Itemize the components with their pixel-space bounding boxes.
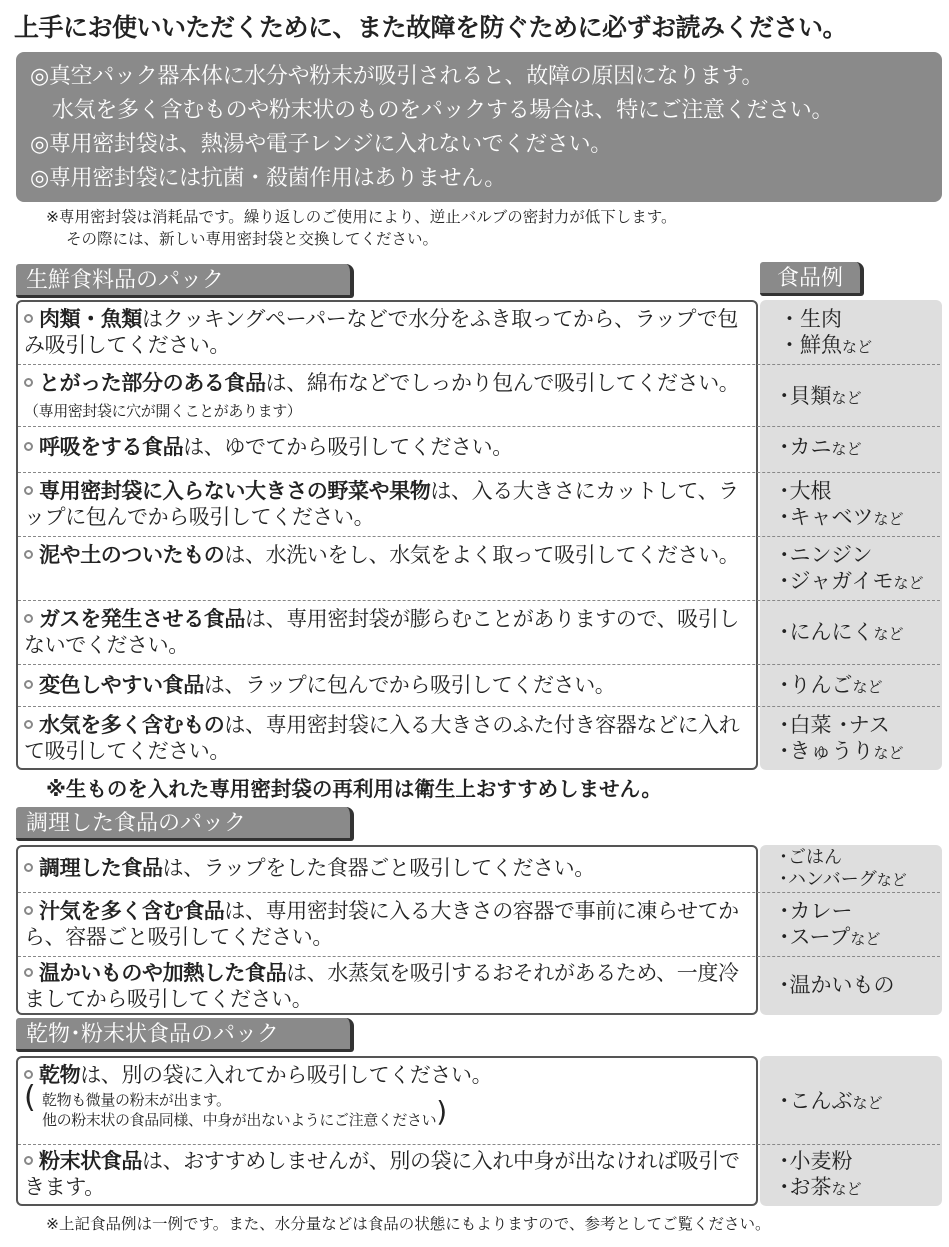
table-row (16, 538, 942, 598)
table-row (16, 474, 942, 534)
divider (18, 536, 940, 537)
item-instruction: は、入る大きさにカットして、ラップに包んでから吸引してください。 (24, 479, 739, 529)
example-item: ･カニ (779, 435, 832, 459)
item-instruction: は、水蒸気を吸引するおそれがあるため、一度冷ましてから吸引してください。 (24, 961, 739, 1011)
divider (18, 600, 940, 601)
divider (18, 664, 940, 665)
item-instruction: は、専用密封袋が膨らむことがありますので、吸引しないでください。 (24, 607, 739, 657)
item-instruction: は、ラップをした食器ごと吸引してください。 (162, 856, 595, 880)
example-item: ･ごはん (779, 847, 842, 868)
section-tab-dry: 乾物･粉末状食品のパック (16, 1018, 354, 1052)
bullet-icon (24, 442, 33, 451)
nado-suffix: など (850, 930, 881, 948)
example-item: ･お茶 (779, 1175, 832, 1199)
example-item: ･キャベツ (779, 505, 874, 529)
item-instruction: は、専用密封袋に入る大きさのふた付き容器などに入れて吸引してください。 (24, 713, 740, 763)
item-name: ガスを発生させる食品 (39, 607, 245, 631)
example-item: ･にんにく (779, 620, 874, 644)
bullet-icon (24, 550, 33, 559)
nado-suffix: など (831, 440, 862, 458)
table-row (16, 666, 942, 706)
nado-suffix: など (876, 871, 907, 889)
bullet-icon (24, 1070, 33, 1079)
examples-header: 食品例 (760, 262, 864, 296)
nado-suffix: など (873, 510, 904, 528)
item-name: 泥や土のついたもの (39, 543, 225, 567)
section-tab-fresh: 生鮮食料品のパック (16, 264, 354, 298)
item-caution: 他の粉末状の食品同様、中身が出ないようにご注意ください (42, 1111, 437, 1129)
nado-suffix: など (842, 338, 873, 356)
nado-suffix: など (831, 1180, 862, 1198)
item-name: 肉類・魚類 (39, 307, 142, 331)
table-row (16, 366, 942, 426)
item-name: とがった部分のある食品 (39, 371, 266, 395)
nado-suffix: など (873, 744, 904, 762)
divider (18, 1144, 940, 1145)
example-item: ･こんぶ (779, 1089, 853, 1113)
item-instruction: は、別の袋に入れてから吸引してください。 (80, 1063, 493, 1087)
reuse-warning: ※生ものを入れた専用密封袋の再利用は衛生上おすすめしません。 (46, 777, 662, 801)
item-name: 汁気を多く含む食品 (39, 899, 225, 923)
table-row (16, 847, 942, 891)
divider (18, 364, 940, 365)
nado-suffix: など (852, 1094, 883, 1112)
example-item: ･小麦粉 (779, 1149, 853, 1173)
bullet-icon (24, 863, 33, 872)
example-item: ･きゅうり (779, 739, 874, 763)
example-item: ・鮮魚 (779, 333, 842, 357)
nado-suffix: など (852, 678, 883, 696)
divider (18, 892, 940, 893)
bag-note (46, 206, 926, 250)
item-caution: 乾物も微量の粉末が出ます。 (42, 1091, 231, 1109)
bullet-icon (24, 906, 33, 915)
item-name: 粉末状食品 (39, 1149, 142, 1173)
example-item: ･貝類 (779, 384, 832, 408)
open-paren: ( (24, 1080, 36, 1115)
table-row (16, 428, 942, 472)
table-row (16, 958, 942, 1014)
example-item: ･大根 (779, 479, 832, 503)
warning-line: ◎専用密封袋は、熱湯や電子レンジに入れないでください。 (30, 132, 612, 157)
item-name: 専用密封袋に入らない大きさの野菜や果物 (39, 479, 431, 503)
table-row (16, 894, 942, 954)
page-title: 上手にお使いいただくために、また故障を防ぐために必ずお読みください。 (14, 13, 848, 42)
nado-suffix: など (893, 574, 924, 592)
warning-line: 水気を多く含むものや粉末状のものをパックする場合は、特にご注意ください。 (52, 98, 834, 123)
item-name: 温かいものや加熱した食品 (39, 961, 287, 985)
item-instruction: は、水洗いをし、水気をよく取って吸引してください。 (224, 543, 740, 567)
table-row (16, 708, 942, 768)
warning-box (16, 52, 942, 202)
bullet-icon (24, 314, 33, 323)
item-instruction: はクッキングペーパーなどで水分をふき取ってから、ラップで包み吸引してください。 (24, 307, 738, 357)
nado-suffix: など (873, 625, 904, 643)
nado-suffix: など (831, 389, 862, 407)
note-line: ※専用密封袋は消耗品です。繰り返しのご使用により、逆止バルブの密封力が低下します。 (46, 208, 677, 226)
item-name: 呼吸をする食品 (39, 435, 184, 459)
note-line: その際には、新しい専用密封袋と交換してください。 (66, 230, 439, 248)
divider (18, 956, 940, 957)
example-item: ・生肉 (779, 307, 842, 331)
bullet-icon (24, 680, 33, 689)
example-item: ･ジャガイモ (779, 569, 894, 593)
bullet-icon (24, 486, 33, 495)
item-name: 変色しやすい食品 (39, 673, 204, 697)
item-name: 調理した食品 (39, 856, 163, 880)
examples-note: ※上記食品例は一例です。また、水分量などは食品の状態にもよりますので、参考としてご覧ください。 (46, 1215, 771, 1233)
example-item: ･カレー (779, 899, 853, 923)
bullet-icon (24, 968, 33, 977)
table-row (16, 602, 942, 662)
divider (18, 706, 940, 707)
item-caution: （専用密封袋に穴が開くことがあります） (24, 402, 302, 420)
item-name: 水気を多く含むもの (39, 713, 225, 737)
example-item: ･ニンジン (779, 543, 873, 567)
warning-line: ◎専用密封袋には抗菌・殺菌作用はありません。 (30, 166, 506, 191)
bullet-icon (24, 614, 33, 623)
item-instruction: は、ラップに包んでから吸引してください。 (203, 673, 616, 697)
table-row (16, 302, 942, 362)
example-item: ･ハンバーグ (779, 869, 877, 890)
example-item: ･白菜 ･ナス (779, 713, 890, 737)
section-tab-cooked: 調理した食品のパック (16, 807, 354, 841)
warning-line: ◎真空パック器本体に水分や粉末が吸引されると、故障の原因になります。 (30, 64, 764, 89)
bullet-icon (24, 720, 33, 729)
bullet-icon (24, 378, 33, 387)
table-row (16, 1146, 942, 1206)
example-item: ･温かいもの (779, 973, 895, 997)
item-instruction: は、専用密封袋に入る大きさの容器で事前に凍らせてから、容器ごと吸引してください。 (24, 899, 739, 949)
divider (18, 472, 940, 473)
bullet-icon (24, 1156, 33, 1165)
item-instruction: は、綿布などでしっかり包んで吸引してください。 (265, 371, 740, 395)
item-instruction: は、おすすめしませんが、別の袋に入れ中身が出なければ吸引できます。 (24, 1149, 740, 1199)
example-item: ･スープ (779, 925, 851, 949)
table-row: 乾物は、別の袋に入れてから吸引してください。 ( 乾物も微量の粉末が出ます。 他の粉末状の食品同様、中身が出ないようにご注意ください) ･こんぶなど (24, 1063, 883, 1129)
divider (18, 426, 940, 427)
item-instruction: は、ゆでてから吸引してください。 (183, 435, 513, 459)
item-name: 乾物 (39, 1063, 81, 1087)
example-item: ･りんご (779, 673, 853, 697)
